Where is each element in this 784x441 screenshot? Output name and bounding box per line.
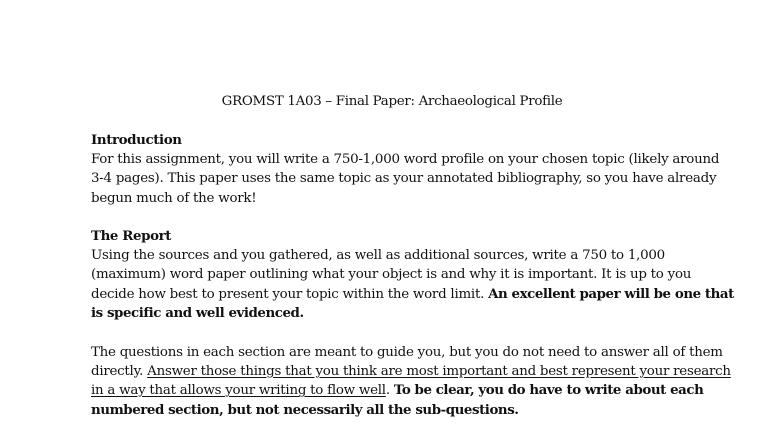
introduction-line-1: For this assignment, you will write a 750-1,000 word profile on your chosen topic (likely around: [91, 152, 720, 168]
report-line-3: [91, 285, 734, 304]
report-emphasis-text: An excellent paper will be one that: [488, 285, 734, 302]
document-title: GROMST 1A03 – Final Paper: Archaeological Profile: [221, 94, 563, 109]
guidance-section: [91, 343, 731, 420]
guidance-line-1: The questions in each section are meant to guide you, but you do not need to answer all of them: [91, 345, 723, 360]
report-line-1: Using the sources and you gathered, as well as additional sources, write a 750 to 1,000: [91, 248, 665, 264]
report-line-4: is specific and well evidenced.: [91, 304, 304, 321]
report-line-3-text: decide how best to present your topic within the word limit.: [91, 286, 489, 302]
introduction-heading: Introduction: [91, 132, 182, 148]
introduction-line-2: 3-4 pages). This paper uses the same topic as your annotated bibliography, so you have already: [91, 171, 717, 187]
report-heading: The Report: [91, 228, 172, 244]
guidance-paragraph: [91, 343, 731, 420]
guidance-line-3: [91, 381, 704, 400]
report-line-2: (maximum) word paper outlining what your object is and why it is important. It is up to you: [91, 267, 692, 283]
guidance-line-2-text: directly.: [91, 364, 148, 380]
guidance-underlined-text-2: in a way that allows your writing to flow well: [91, 383, 386, 399]
introduction-section: [91, 131, 720, 208]
guidance-emphasis-text-1: To be clear, you do have to write about each: [393, 382, 704, 399]
guidance-line-2: [91, 362, 731, 381]
guidance-underlined-text-1: Answer those things that you think are most important and best represent your research: [147, 364, 731, 380]
report-paragraph: [91, 246, 734, 323]
introduction-paragraph: [91, 150, 720, 208]
introduction-line-3: begun much of the work!: [91, 190, 257, 206]
report-section: [91, 227, 734, 323]
guidance-line-3-text: .: [385, 383, 394, 399]
guidance-emphasis-text-2: numbered section, but not necessarily all the sub-questions.: [91, 401, 519, 418]
